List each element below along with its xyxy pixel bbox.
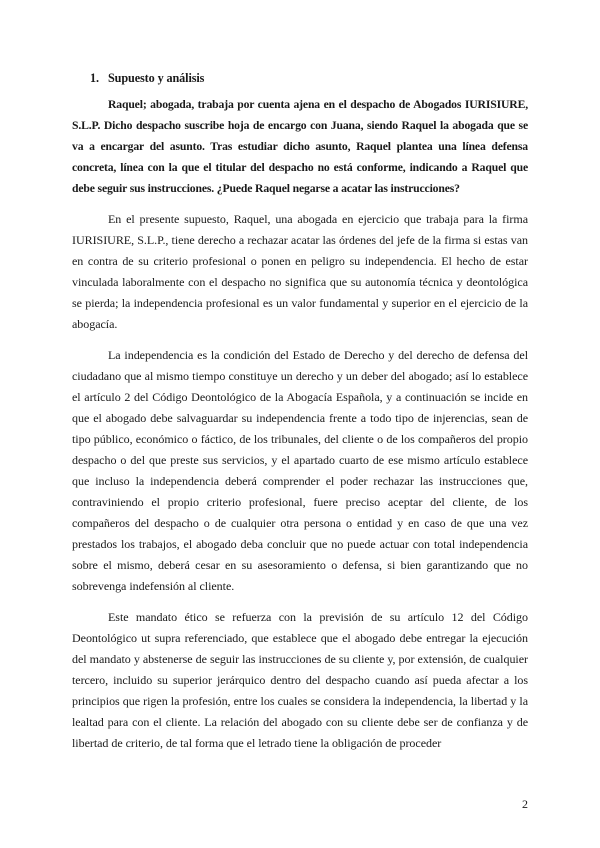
body-paragraph-1: En el presente supuesto, Raquel, una abogada en ejercicio que trabaja para la firma IURISIURE, S.L.P., tiene derecho a rechazar acatar las órdenes del jefe de la firma si estas van en contra de su criterio profesional o ponen en peligro su independencia. El hecho de estar vinculada laboralmente con el despacho no significa que su autonomía técnica y deontológica se pierda; la independencia profesional es un valor fundamental y superior en el ejercicio de la abogacía. — [72, 212, 528, 331]
case-question: Raquel; abogada, trabaja por cuenta ajena en el despacho de Abogados IURISIURE, S.L.P. Dicho despacho suscribe hoja de encargo con Juana, siendo Raquel la abogada que se va a encargar del asunto. Tras estudiar dicho asunto, Raquel plantea una línea defensa concreta, línea con la que el titular del despacho no está conforme, indicando a Raquel que debe seguir sus instrucciones. ¿Puede Raquel negarse a acatar las instrucciones? — [72, 98, 528, 195]
document-body — [72, 94, 528, 764]
body-paragraph-2: La independencia es la condición del Estado de Derecho y del derecho de defensa del ciudadano que al mismo tiempo constituye un derecho y un deber del abogado; así lo establece el artículo 2 del Código Deontológico de la Abogacía Española, y a continuación se incide en que el abogado debe salvaguardar su independencia frente a todo tipo de injerencias, sean de tipo público, económico o fáctico, de los tribunales, del cliente o de los compañeros del propio despacho o del que preste sus servicios, y el apartado cuarto de ese mismo artículo establece que incluso la independencia deberá comprender el poder rechazar las instrucciones que, contraviniendo el propio criterio profesional, fuere preciso aceptar del cliente, de los compañeros del despacho o de cualquier otra persona o entidad y en caso de que una vez prestados los trabajos, el abogado deba concluir que no puede actuar con total independencia sobre el mismo, deberá cesar en su asesoramiento o defensa, si bien garantizando que no sobrevenga indefensión al cliente. — [72, 348, 528, 593]
section-number: 1. — [90, 71, 99, 85]
section-title: Supuesto y análisis — [108, 71, 205, 85]
page-number: 2 — [522, 797, 528, 811]
body-paragraph-3: Este mandato ético se refuerza con la previsión de su artículo 12 del Código Deontológico ut supra referenciado, que establece que el abogado debe entregar la ejecución del mandato y abstenerse de seguir las instrucciones de su cliente y, por extensión, de cualquier tercero, incluido su superior jerárquico dentro del despacho cuando así pueda afectar a los principios que rigen la profesión, entre los cuales se considera la independencia, la libertad y la lealtad para con el cliente. La relación del abogado con su cliente debe ser de confianza y de libertad de criterio, de tal forma que el letrado tiene la obligación de proceder — [72, 610, 528, 750]
section-heading — [90, 71, 204, 86]
